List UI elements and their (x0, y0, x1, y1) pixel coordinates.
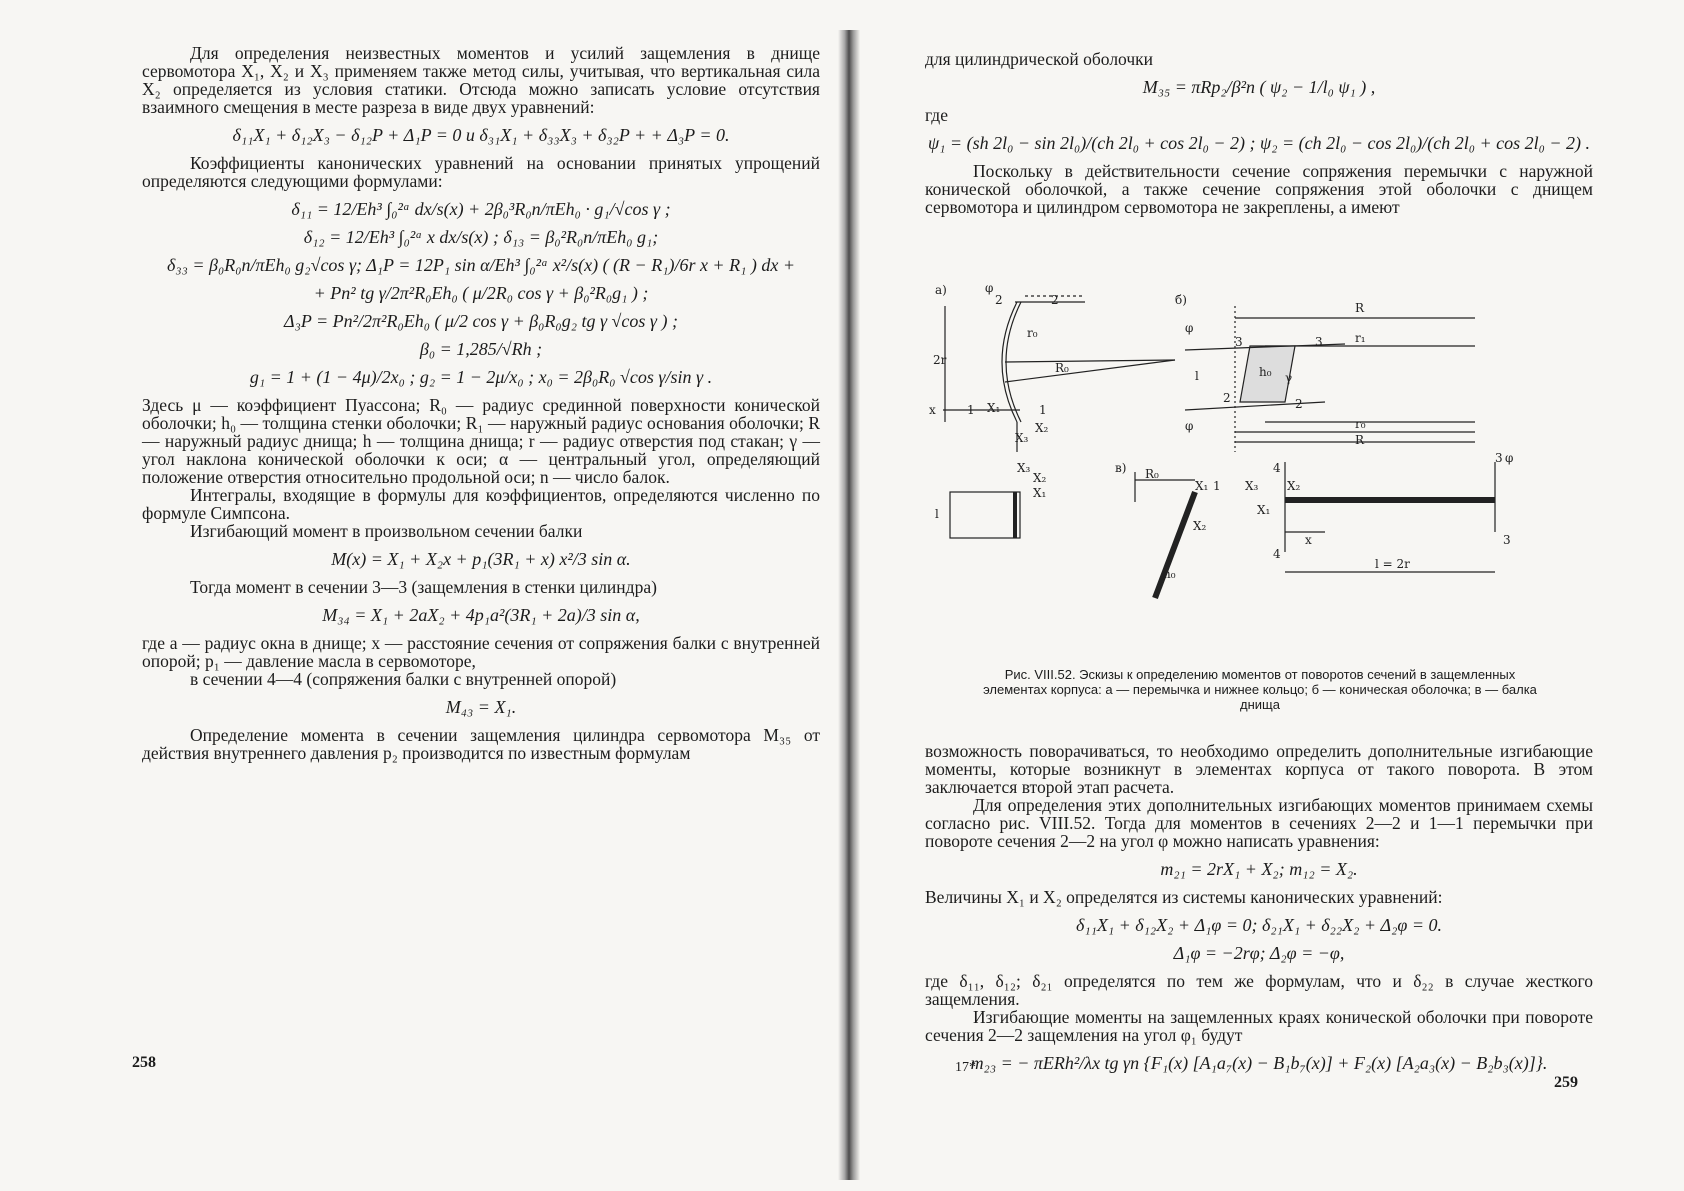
equation: δ₁₁X₁ + δ₁₂X₂ + Δ₁φ = 0; δ₂₁X₁ + δ₂₂X₂ + Δ₂φ = 0. (1076, 915, 1442, 935)
equation: m₂₁ = 2rX₁ + X₂; m₁₂ = X₂. (1160, 859, 1358, 879)
label-v-X3: X₃ (1245, 479, 1259, 493)
label-v-x: x (1305, 533, 1312, 547)
equation: M₄₃ = X₁. (445, 697, 517, 717)
label-v-X2-b: X₂ (1287, 479, 1301, 493)
label-a-2r: 2r (933, 353, 947, 367)
label-b-2: 2 (1223, 391, 1231, 405)
right-page-number: 259 (1554, 1074, 1578, 1091)
equation: M₃₄ = X₁ + 2aX₂ + 4p₁a²(3R₁ + 2a)/3 sin α, (322, 605, 640, 625)
label-b-l: l (1195, 369, 1199, 383)
equation: Δ₁φ = −2rφ; Δ₂φ = −φ, (1173, 943, 1345, 963)
label-v-h0: h₀ (1163, 567, 1176, 581)
label-b-3-right: 3 (1315, 335, 1323, 349)
paragraph: для цилиндрической оболочки (925, 49, 1154, 69)
equation: M(x) = X₁ + X₂x + p₁(3R₁ + x) x²/3 sin α. (331, 549, 631, 569)
paragraph: Определение момента в сечении защемления цилиндра сервомотора M₃₅ от действия внутреннего давления p₂ производится по известным формулам (142, 725, 820, 763)
label-v-4-b: 4 (1273, 547, 1281, 561)
equation: β₀ = 1,285/√Rh ; (419, 339, 543, 359)
label-a-x: x (929, 403, 936, 417)
label-b-3: 3 (1235, 335, 1243, 349)
label-b-h0: h₀ (1259, 365, 1272, 379)
equation: δ₃₃ = β₀R₀n/πEh₀ g₂√cos γ; Δ₁P = 12P₁ sin α/Eh³ ∫₀²ᵃ x²/s(x) ( (R − R₁)/6r x + R₁ ) dx + (167, 255, 795, 275)
paragraph: Для определения этих дополнительных изгибающих моментов принимаем схемы согласно рис. VIII.52. Тогда для моментов в сечениях 2—2 и 1—1 перемычки при повороте сечения 2—2 на угол φ можно написать уравнения: (925, 795, 1593, 851)
paragraph: Здесь μ — коэффициент Пуассона; R₀ — радиус срединной поверхности конической оболочки; h₀ — толщина стенки оболочки; R₁ — наружный радиус основания оболочки; R — наружный радиус днища; h — толщина днища; r — радиус отверстия под стакан; γ — угол наклона конической оболочки к оси; α — центральный угол, определяющий положение отверстия относительно продольной оси; n — число балок. (142, 395, 820, 487)
label-b-phi: φ (1185, 321, 1194, 335)
label-a-phi: φ (985, 281, 994, 295)
paragraph: Изгибающие моменты на защемленных краях конической оболочки при повороте сечения 2—2 защемления на угол φ₁ будут (925, 1007, 1593, 1045)
sketch-b (1175, 293, 1475, 452)
label-a-X3-b: X₃ (1017, 461, 1031, 475)
label-v: в) (1115, 461, 1127, 475)
left-page-number: 258 (132, 1054, 156, 1071)
paragraph: где a — радиус окна в днище; x — расстояние сечения от сопряжения балки с внутренней опорой; p₁ — давление масла в сервомоторе, (142, 633, 820, 671)
equation: m₂₃ = − πERh²/λx tg γn {F₁(x) [A₁a₇(x) − B₁b₇(x)] + F₂(x) [A₂a₃(x) − B₂b₃(x)]}. (970, 1053, 1548, 1073)
figure-caption: Рис. VIII.52. Эскизы к определению моментов от поворотов сечений в защемленных элементах корпуса: а — перемычка и нижнее кольцо; б — коническая оболочка; в — балка днища (983, 667, 1537, 712)
equation: g₁ = 1 + (1 − 4μ)/2x₀ ; g₂ = 1 − 2μ/x₀ ; x₀ = 2β₀R₀ √cos γ/sin γ . (249, 367, 713, 387)
label-a-r0: r₀ (1027, 326, 1038, 340)
label-a-X3: X₃ (1015, 431, 1029, 445)
paragraph: возможность поворачиваться, то необходимо определить дополнительные изгибающие моменты, которые возникнут в элементах корпуса от такого поворота. В этом заключается второй этап расчета. (925, 741, 1593, 797)
equation: δ₁₁ = 12/Eh³ ∫₀²ᵃ dx/s(x) + 2β₀³R₀n/πEh₀ · g₁/√cos γ ; (291, 199, 671, 219)
figure-viii-52 (929, 281, 1555, 654)
sketch-v (1115, 451, 1513, 598)
label-a-l: l (935, 507, 939, 521)
label-a-R0: R₀ (1055, 361, 1069, 375)
paragraph: Величины X₁ и X₂ определятся из системы канонических уравнений: (925, 887, 1443, 907)
paragraph: Интегралы, входящие в формулы для коэффициентов, определяются численно по формуле Симпсона. (142, 485, 820, 523)
equation: M₃₅ = πRp₂/β²n ( ψ₂ − 1/l₀ ψ₁ ) , (1142, 77, 1376, 97)
label-b-r0: r₀ (1355, 417, 1366, 431)
label-a-2-left: 2 (995, 293, 1003, 307)
label-a: а) (935, 283, 947, 297)
equation: + Pn² tg γ/2π²R₀Eh₀ ( μ/2R₀ cos γ + β₀²R₀g₁ ) ; (313, 283, 649, 303)
book-spine (838, 30, 860, 1180)
label-v-3-b: 3 (1503, 533, 1511, 547)
label-v-3: 3 (1495, 451, 1503, 465)
label-v-4: 4 (1273, 461, 1281, 475)
paragraph: Изгибающий момент в произвольном сечении балки (190, 521, 583, 541)
label-b-2-right: 2 (1295, 397, 1303, 411)
label-a-X2-b: X₂ (1033, 471, 1047, 485)
paragraph: Тогда момент в сечении 3—3 (защемления в стенки цилиндра) (190, 577, 657, 597)
label-b-R-2: R (1355, 433, 1365, 447)
paragraph: где δ₁₁, δ₁₂; δ₂₁ определятся по тем же формулам, что и δ₂₂ в случае жесткого защемления. (925, 971, 1593, 1009)
label-b-r1: r₁ (1355, 331, 1366, 345)
figure-sketches (929, 281, 1555, 654)
label-a-X1-b: X₁ (1033, 486, 1047, 500)
label-v-R0: R₀ (1145, 467, 1159, 481)
equation: δ₁₂ = 12/Eh³ ∫₀²ᵃ x dx/s(x) ; δ₁₃ = β₀²R₀n/πEh₀ g₁; (303, 227, 659, 247)
label-a-X1: X₁ (987, 401, 1001, 415)
right-page-text-bottom (925, 742, 1593, 1082)
label-a-1-left: 1 (967, 403, 975, 417)
label-b-gamma: γ (1285, 371, 1293, 385)
signature-mark: 17* (955, 1060, 976, 1075)
label-v-X2: X₂ (1193, 519, 1207, 533)
label-b-phi-2: φ (1185, 419, 1194, 433)
label-a-1-right: 1 (1039, 403, 1047, 417)
paragraph: Поскольку в действительности сечение сопряжения перемычки с наружной конической оболочкой, а также сечение сопряжения этой оболочки с днищем сервомотора и цилиндром сервомотора не закреплены, а имеют (925, 161, 1593, 217)
equation: Δ₃P = Pn²/2π²R₀Eh₀ ( μ/2 cos γ + β₀R₀g₂ tg γ √cos γ ) ; (284, 311, 678, 331)
equation: δ₁₁X₁ + δ₁₂X₃ − δ₁₂P + Δ₁P = 0 и δ₃₁X₁ + δ₃₃X₃ + δ₃₂P + + Δ₃P = 0. (232, 125, 730, 145)
label-v-1: 1 (1213, 479, 1221, 493)
paragraph: в сечении 4—4 (сопряжения балки с внутренней опорой) (190, 669, 617, 689)
label-v-X1-b: X₁ (1257, 503, 1271, 517)
paragraph: Для определения неизвестных моментов и усилий защемления в днище сервомотора X₁, X₂ и X₃ применяем также метод силы, учитывая, что вертикальная сила X₂ определяется из условия статики. Отсюда можно записать условие отсутствия взаимного смещения в месте разреза в виде двух уравнений: (142, 43, 820, 117)
paragraph: где (925, 105, 948, 125)
left-page-text (142, 44, 820, 762)
label-v-X1: X₁ (1195, 479, 1209, 493)
label-v-l-eq: l = 2r (1375, 557, 1410, 571)
label-b-R: R (1355, 301, 1365, 315)
right-page-text-top (925, 50, 1593, 216)
paragraph: Коэффициенты канонических уравнений на основании принятых упрощений определяются следующими формулами: (142, 153, 820, 191)
label-b: б) (1175, 293, 1187, 307)
label-a-X2: X₂ (1035, 421, 1049, 435)
label-v-phi: φ (1505, 451, 1514, 465)
label-a-2-right: 2 (1051, 293, 1059, 307)
equation: ψ₁ = (sh 2l₀ − sin 2l₀)/(ch 2l₀ + cos 2l₀ − 2) ; ψ₂ = (ch 2l₀ − cos 2l₀)/(ch 2l₀ + cos 2l₀ − 2) . (927, 133, 1591, 153)
